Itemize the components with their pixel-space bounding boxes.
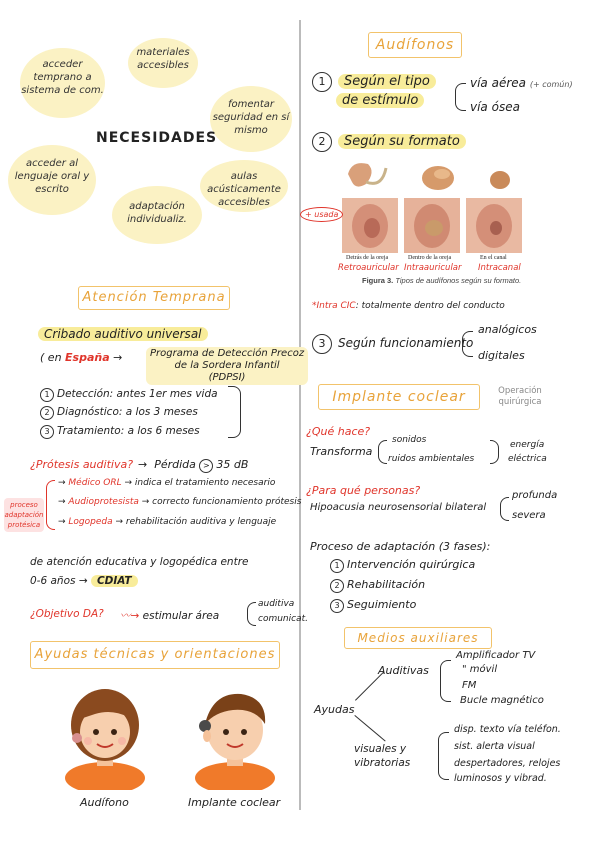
hipoacusia-label: Hipoacusia neurosensorial bilateral [310,502,487,513]
transforma-label: Transforma [310,445,373,458]
column-divider [299,20,301,810]
visual-item: luminosos y vibrad. [454,773,547,784]
need-text: acceder al lenguaje oral y escrito [14,158,90,195]
visual-item: despertadores, relojes [454,758,561,769]
tipo3-item: analógicos [478,323,537,336]
caption-implante: Implante coclear [188,796,281,809]
tipo1-brace [455,83,466,111]
figure-caption: Figura 3. Tipos de audífonos según su formato. [362,276,522,285]
need-text: materiales accesibles [136,47,190,71]
intra-note: *Intra CIC: totalmente dentro del conducto [312,301,505,311]
tipo3-brace [462,331,473,357]
format-hand: Retroauricular [338,263,399,273]
programa-box: Programa de Detección Precoz de la Sordera Infantil (PDPSI) [146,347,308,385]
inputs-brace [378,440,387,464]
tipo1-heading: 1 Según el tipo de estímulo [312,72,436,110]
need-text: acceder temprano a sistema de com. [21,59,104,96]
hipo-brace [500,497,509,521]
atencion-title: Atención Temprana [78,286,230,310]
child-girl-illustration [55,680,155,790]
visual-item: sist. alerta visual [454,741,535,752]
need-text: aulas acústicamente accesibles [207,171,281,208]
tipo1-item: vía aérea (+ común) [470,76,573,90]
output-item: eléctrica [508,454,547,464]
que-hace-question: ¿Qué hace? [306,425,371,438]
auditiva-item: Bucle magnético [460,695,544,706]
objetivo-line: 〰→ estimular área [120,610,220,622]
objetivo-brace [247,602,256,626]
implante-title: Implante coclear [318,384,480,410]
role-item: → Médico ORL → indica el tratamiento necesario [58,478,276,488]
programa-line: ( en España → [40,351,123,364]
visuales-label: visuales y vibratorias [354,743,411,769]
steps-brace [228,386,241,438]
need-bubble [8,145,96,215]
ear-photos [342,198,522,253]
child-boy-illustration [185,680,285,790]
hipo-item: profunda [512,490,558,501]
objetivo-question: ¿Objetivo DA? [30,608,104,620]
caption-audifono: Audífono [80,796,129,809]
operacion-note: Operación quirúrgica [498,386,542,407]
tipo2-heading: 2 Según su formato [312,132,466,152]
roles-brace [46,480,55,530]
medios-title: Medios auxiliares [344,627,492,649]
output-item: energía [510,440,545,450]
hipo-item: severa [512,510,546,521]
need-bubble [210,86,292,152]
input-item: ruidos ambientales [388,454,475,464]
proceso-label: proceso adaptación protésica [4,498,44,532]
outputs-brace [490,440,499,464]
usada-note: + usada [300,207,343,222]
step-item: 3 Tratamiento: a los 6 meses [40,425,200,439]
needs-center: NECESIDADES [96,130,218,146]
format-print: Dentro de la oreja [408,255,452,261]
need-bubble [20,48,105,118]
objetivo-item: auditiva [258,599,295,609]
protesis-question: ¿Prótesis auditiva? [30,458,134,471]
format-print: Detrás de la oreja [346,255,389,261]
need-bubble [200,160,288,212]
hearing-aid-devices [342,158,542,196]
step-item: 1 Detección: antes 1er mes vida [40,388,218,402]
need-bubble [128,38,198,88]
auditiva-item: Amplificador TV [456,650,536,661]
step-item: 2 Diagnóstico: a los 3 meses [40,406,198,420]
format-print: En el canal [480,255,507,261]
role-item: → Logopeda → rehabilitación auditiva y lenguaje [58,517,277,527]
role-item: → Audioprotesista → correcto funcionamiento prótesis [58,497,302,507]
need-text: fomentar seguridad en sí mismo [212,99,290,136]
tipo3-heading: 3 Según funcionamiento [312,334,473,354]
auditivas-label: Auditivas [378,664,429,677]
proceso-heading: Proceso de adaptación (3 fases): [310,540,491,553]
fase-item: 2 Rehabilitación [330,578,425,593]
format-hand: Intraauricular [404,263,462,273]
audifonos-title: Audífonos [368,32,462,58]
perdida-line: → Pérdida > 35 dB [138,458,249,471]
auditiva-item: FM [462,680,477,691]
tipo1-item: vía ósea [470,100,520,114]
auditivas-brace [440,660,451,702]
tree-line [354,715,385,742]
fase-item: 3 Seguimiento [330,598,416,613]
objetivo-item: comunicat. [258,614,308,624]
visuales-brace [438,732,449,780]
auditiva-item: " móvil [462,664,498,675]
format-hand: Intracanal [478,263,521,273]
need-text: adaptación individualiz. [127,201,187,225]
ayudas-label: Ayudas [314,703,355,716]
educ-line: de atención educativa y logopédica entre [30,556,249,568]
tipo3-item: digitales [478,349,525,362]
input-item: sonidos [392,435,427,445]
cribado-heading: Cribado auditivo universal [38,327,208,341]
para-que-question: ¿Para qué personas? [306,484,421,497]
need-bubble [112,186,202,244]
visual-item: disp. texto vía teléfon. [454,724,561,735]
ayudas-title: Ayudas técnicas y orientaciones [30,641,280,669]
educ-age: 0-6 años → CDIAT [30,575,138,587]
fase-item: 1 Intervención quirúrgica [330,558,475,573]
